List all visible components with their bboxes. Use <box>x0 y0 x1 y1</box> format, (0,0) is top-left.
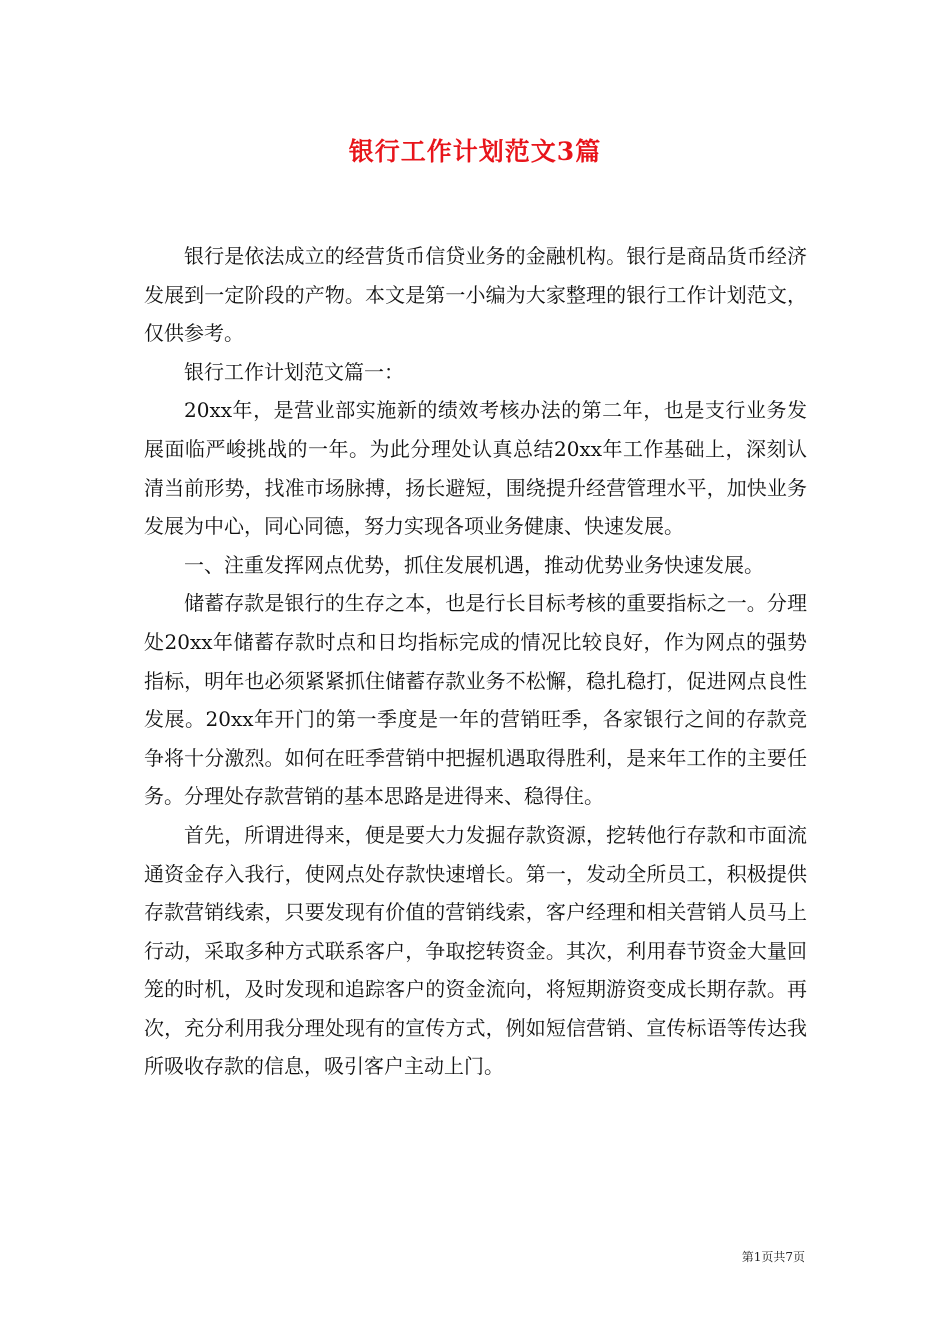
paragraph-section-heading: 银行工作计划范文篇一： <box>184 359 404 384</box>
paragraph-first-step: 首先，所谓进得来，便是要大力发掘存款资源，挖转他行存款和市面流通资金存入我行，使网点处存款快速增长。第一，发动全所员工，积极提供存款营销线索，只要发现有价值的营销线索，客户经理和相关营销人员马上行动，采取多种方式联系客户，争取挖转资金。其次，利用春节资金大量回笼的时机，及时发现和追踪客户的资金流向，将短期游资变成长期存款。再次，充分利用我分理处现有的宣传方式，例如短信营销、宣传标语等传达我所吸收存款的信息，吸引客户主动上门。 <box>144 822 807 1079</box>
paragraph-point-one: 一、注重发挥网点优势，抓住发展机遇，推动优势业务快速发展。 <box>184 552 764 577</box>
paragraph-intro: 银行是依法成立的经营货币信贷业务的金融机构。银行是商品货币经济发展到一定阶段的产物。本文是第一小编为大家整理的银行工作计划范文，仅供参考。 <box>144 244 807 346</box>
paragraph-savings: 储蓄存款是银行的生存之本，也是行长目标考核的重要指标之一。分理处20xx年储蓄存款时点和日均指标完成的情况比较良好，作为网点的强势指标，明年也必须紧紧抓住储蓄存款业务不松懈，稳扎稳打，促进网点良性发展。20xx年开门的第一季度是一年的营销旺季，各家银行之间的存款竞争将十分激烈。如何在旺季营销中把握机遇取得胜利，是来年工作的主要任务。分理处存款营销的基本思路是进得来、稳得住。 <box>144 591 807 809</box>
page-number: 第1页共7页 <box>741 1250 805 1264</box>
document-title: 银行工作计划范文3篇 <box>348 137 602 166</box>
paragraph-overview: 20xx年，是营业部实施新的绩效考核办法的第二年，也是支行业务发展面临严峻挑战的一年。为此分理处认真总结20xx年工作基础上，深刻认清当前形势，找准市场脉搏，扬长避短，围绕提升经营管理水平，加快业务发展为中心，同心同德，努力实现各项业务健康、快速发展。 <box>144 398 807 539</box>
document-body <box>144 237 807 1086</box>
